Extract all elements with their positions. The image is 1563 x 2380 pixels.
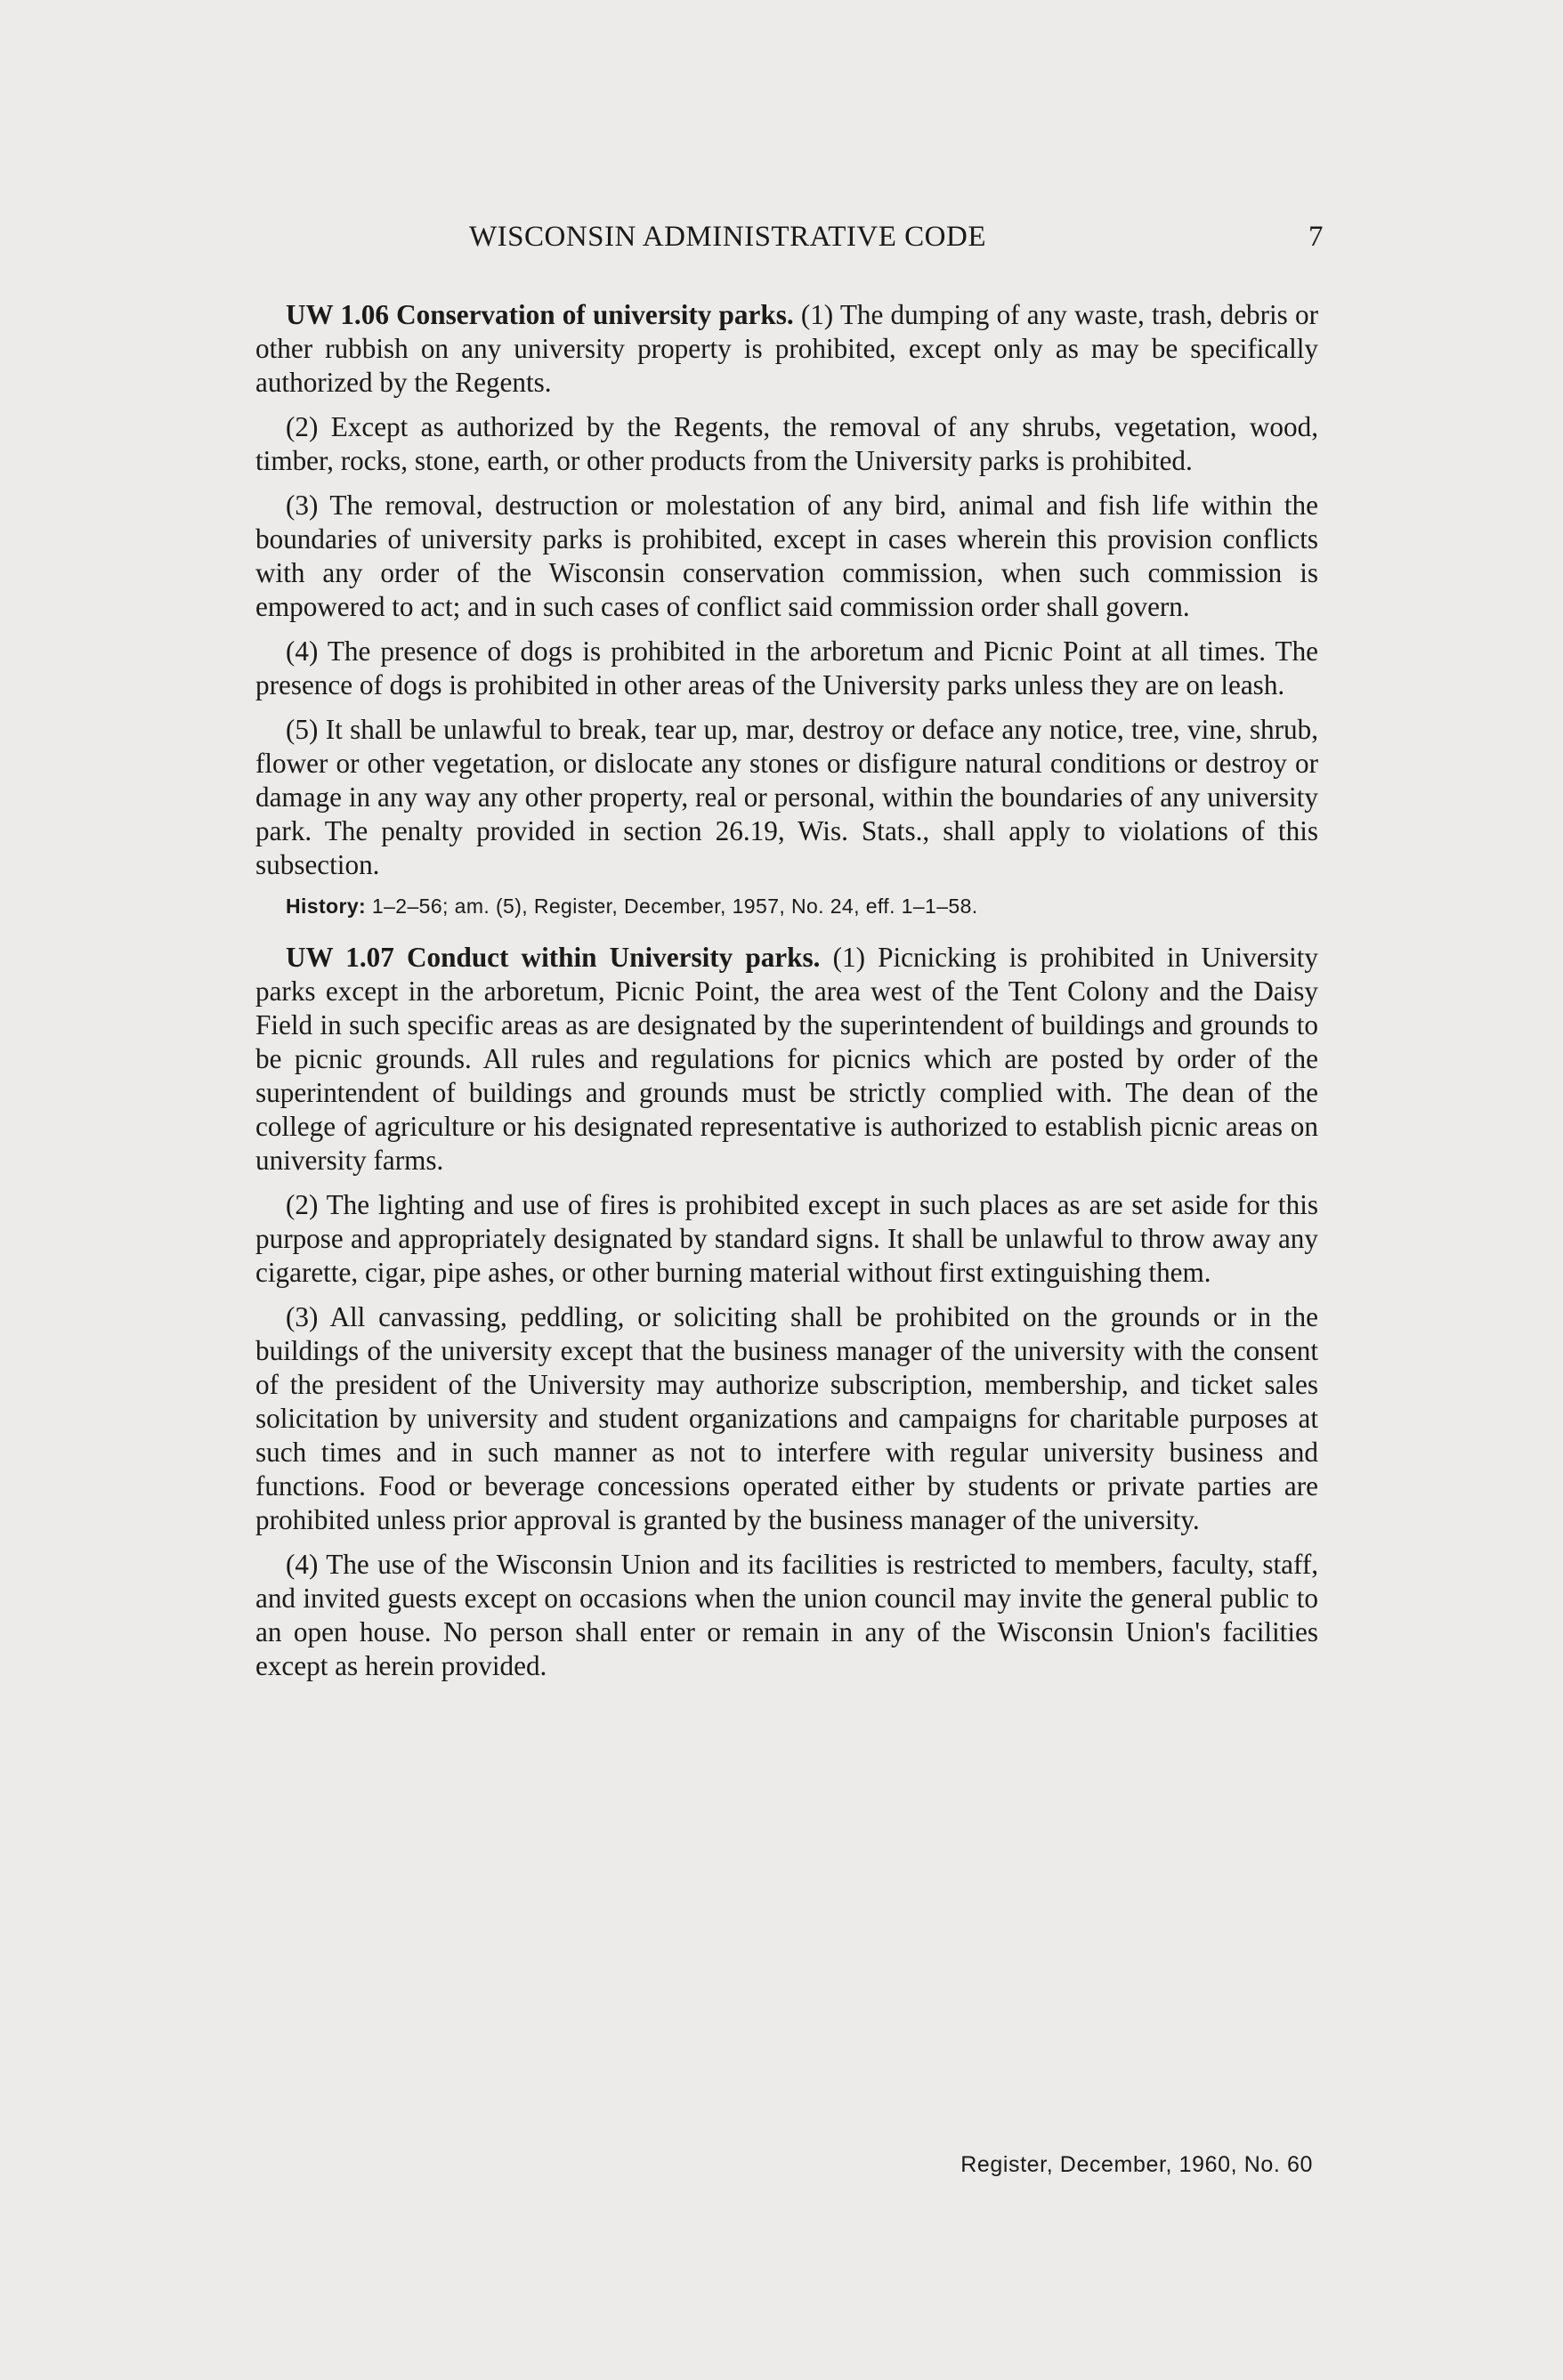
section-title: Conduct within University parks. xyxy=(407,942,821,973)
history-label: History: xyxy=(286,895,367,918)
page-header xyxy=(255,221,1324,260)
section-1-06-paragraph-5: (5) It shall be unlawful to break, tear up, mar, destroy or deface any notice, tree, vine, shrub, flower or other vegetation, or dislocate any stones or disfigure natural conditions or destroy or damage in any way any other property, real or personal, within the boundaries of any university park. The penalty provided in section 26.19, Wis. Stats., shall apply to violations of this subsection. xyxy=(255,714,1318,880)
section-1-07-paragraph-3: (3) All canvassing, peddling, or soliciting shall be prohibited on the grounds or in the buildings of the university except that the business manager of the university with the consent of the president of the University may authorize subscription, membership, and ticket sales solicitation by university and student organizations and campaigns for charitable purposes at such times and in such manner as not to interfere with regular university business and functions. Food or beverage concessions operated either by students or private parties are prohibited unless prior approval is granted by the business manager of the university. xyxy=(255,1301,1318,1535)
register-footer: Register, December, 1960, No. 60 xyxy=(960,2152,1313,2177)
section-text: (1) Picnicking is prohibited in University parks except in the arboretum, Picnic Point, the area west of the Tent Colony and the Daisy Field in such specific areas as are designated by the superintendent of buildings and grounds to be picnic grounds. All rules and regulations for picnics which are posted by order of the superintendent of buildings and grounds must be strictly complied with. The dean of the college of agriculture or his designated representative is authorized to establish picnic areas on university farms. xyxy=(255,942,1319,1176)
section-number: UW 1.06 xyxy=(286,299,389,330)
running-title: WISCONSIN ADMINISTRATIVE CODE xyxy=(469,221,986,253)
section-1-06-paragraph-2: (2) Except as authorized by the Regents, the removal of any shrubs, vegetation, wood, timber, rocks, stone, earth, or other products from the University parks is prohibited. xyxy=(255,411,1318,476)
history-text: 1–2–56; am. (5), Register, December, 1957, No. 24, eff. 1–1–58. xyxy=(371,895,978,918)
page-number: 7 xyxy=(1308,221,1324,253)
section-1-06-paragraph-4: (4) The presence of dogs is prohibited in the arboretum and Picnic Point at all times. The presence of dogs is prohibited in other areas of the University parks unless they are on leash. xyxy=(255,635,1318,700)
section-1-07-paragraph-4: (4) The use of the Wisconsin Union and its facilities is restricted to members, faculty, staff, and invited guests except on occasions when the union council may invite the general public to an open house. No person shall enter or remain in any of the Wisconsin Union's facilities except as herein provided. xyxy=(255,1549,1318,1681)
section-title: Conservation of university parks. xyxy=(396,299,794,330)
page-body xyxy=(255,298,1318,1694)
section-1-07-paragraph-2: (2) The lighting and use of fires is prohibited except in such places as are set aside for this purpose and appropriately designated by standard signs. It shall be unlawful to throw away any cigarette, cigar, pipe ashes, or other burning material without first extinguishing them. xyxy=(255,1189,1318,1288)
section-1-07-paragraph-1 xyxy=(255,941,1318,1178)
section-1-06-paragraph-3: (3) The removal, destruction or molestation of any bird, animal and fish life within the boundaries of university parks is prohibited, except in cases wherein this provision conflicts with any order of the Wisconsin conservation commission, when such commission is empowered to act; and in such cases of conflict said commission order shall govern. xyxy=(255,490,1318,622)
history-note xyxy=(255,893,1318,919)
section-number: UW 1.07 xyxy=(286,942,394,973)
section-1-06-paragraph-1 xyxy=(255,298,1318,400)
section-text: (1) The dumping of any waste, trash, debris or other rubbish on any university property is prohibited, except only as may be specifically authorized by the Regents. xyxy=(255,299,1318,398)
